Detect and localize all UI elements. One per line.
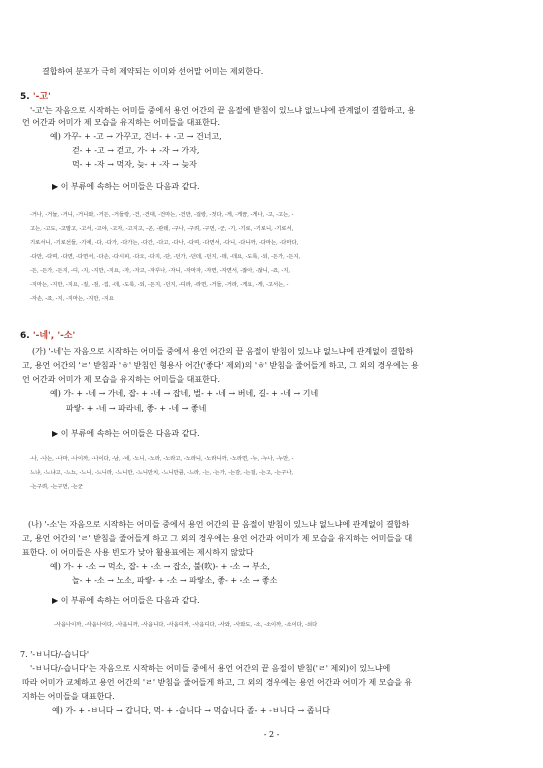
section-6-heading: [20, 331, 75, 342]
section-5-list-title: ▶ 이 부류에 속하는 어미들은 다음과 같다.: [52, 182, 200, 191]
section-5-heading: [20, 92, 51, 103]
section-6-ga-list-line: -는구려, -는구먼, -는군: [30, 484, 84, 490]
section-6-na-list-title: ▶ 이 부류에 속하는 어미들은 다음과 같다.: [52, 596, 200, 605]
section-6-ga-line: 고, 용언 어간의 'ㄹ' 받침과 'ㅎ' 받침인 형용사 어간('좋다' 제외)의 'ㅎ' 받침을 줄어들게 하고, 그 외의 경우에는 용: [22, 361, 419, 370]
page-number: - 2 -: [263, 730, 280, 739]
intro-line: 결합하여 분포가 극히 제약되는 이미와 선어말 어미는 제외한다.: [42, 67, 264, 76]
section-5-list-line: 기로서니, -기로선들, -기에, -다, -다가, -다가는, -다간, -다고, -다나, -다며, -다면서, -다니, -다니까, -다마는, -다마다,: [30, 240, 299, 246]
section-5-example-line: 걷- + -고 → 걷고, 가- + -자 → 가자,: [72, 146, 200, 155]
section-5-example-line: 예) 가꾸- + -고 → 가꾸고, 건너- + -고 → 건너고,: [50, 132, 222, 141]
section-6-number: 6.: [20, 331, 33, 341]
section-6-ga-list-title: ▶ 이 부류에 속하는 어미들은 다음과 같다.: [52, 429, 200, 438]
section-5-list-line: -자손, -죠, -지, -지마는, -지만, -지요: [30, 296, 114, 302]
section-6-na-example: 예) 가- + -소 → 먹소, 잡- + -소 → 잡소, 불(吹)- + -소 → 부소,: [50, 562, 271, 571]
section-5-marker: '-고': [32, 92, 51, 102]
section-6-ga-list-line: 느냐, -느냐고, -느뇨, -느니, -느니라, -느니만, -느니만치, -느니만큼, -느라, -는, -는가, -는감, -는걸, -는고, -는구나,: [30, 470, 294, 476]
section-5-list-line: -지마는, -지만, -지요, -질, -짐, -집, -데, -도록, -되, -든지, -던지, -디라, -라면, -거들, -거라, -게요, -게, -고서는, -: [30, 282, 289, 288]
section-6-na-line: (나) '-소'는 자음으로 시작하는 어미들 중에서 용언 어간의 끝 음절이 받침이 있느냐 없느냐에 관계없이 결합하: [28, 520, 410, 529]
section-6-na-example: 놀- + -소 → 노소, 파랗- + -소 → 파랗소, 좋- + -소 → 좋소: [72, 576, 278, 585]
section-6-ga-line: 언 어간과 어미가 제 모습을 유지하는 어미들을 대표한다.: [22, 375, 221, 384]
section-5-desc-line: 언 어간과 어미가 제 모습을 유지하는 어미들을 대표한다.: [22, 118, 221, 127]
section-6-ga-example: 파랗- + -네 → 파라네, 좋- + -네 → 좋네: [66, 404, 207, 413]
section-5-number: 5.: [20, 92, 33, 102]
section-5-list-line: -든, -든가, -든지, -디, -지, -지만, -지요, -자, -자고, -자꾸나, -자니, -자마자, -자면, -자면서, -잖아, -잖니, -죠, -지,: [30, 268, 291, 274]
section-7-desc-line: 따라 어미가 교체하고 용언 어간의 'ㄹ' 받침을 줄어들게 하고, 그 외의 경우에는 용언 어간과 어미가 제 모습을 유: [22, 678, 413, 687]
section-6-na-line: 고, 용언 어간의 'ㄹ' 받침을 줄어들게 하고 그 외의 경우에는 용언 어간과 어미가 제 모습을 유지하는 어미들을 대: [22, 534, 413, 543]
section-6-ga-list-line: -나, -나는, -나마, -나이까, -나이다, -남, -네, -노니, -노라, -노라고, -노라니, -노라니까, -노라면, -누, -누나, -누만, -: [30, 456, 294, 462]
section-6-ga-line: (가) '-네'는 자음으로 시작하는 어미들 중에서 용언 어간의 끝 음절이 받침이 있느냐 없느냐에 관계없이 결합하: [32, 347, 414, 356]
section-6-ga-example: 예) 가- + -네 → 가네, 잡- + -네 → 잡네, 벌- + -네 → 버네, 길- + -네 → 기네: [50, 389, 319, 398]
section-5-example-line: 먹- + -자 → 먹자, 늦- + -자 → 늦자: [72, 160, 197, 169]
section-7-heading: 7. '-ㅂ니다/-습니다': [20, 650, 90, 659]
section-5-list-line: 고는, -고도, -고말고, -고서, -고야, -고자, -고지고, -곤, -관데, -구나, -구려, -구먼, -군, -기, -기로, -기로니, -기로서,: [30, 226, 294, 232]
section-5-list-line: -다만, -다며, -다면, -다면서, -다손, -다시피, -다오, -다지, -단, -던가, -던데, -던지, -데, -데요, -도록, -되, -든가, -든지,: [30, 254, 301, 260]
section-6-na-line: 표한다. 이 어미들은 사용 빈도가 낮아 활용표에는 제시하지 않았다: [22, 548, 254, 557]
section-6-na-list-line: -사옵나이까, -사옵나이다, -사옵니까, -사옵니다, -사옵디까, -사옵디다, -사와, -사와도, -소, -소이까, -소이다, -쇠다: [54, 622, 318, 628]
section-5-desc-line: '-고'는 자음으로 시작하는 어미들 중에서 용언 어간의 끝 음절에 받침이 있느냐 없느냐에 관계없이 결합하고, 용: [30, 106, 416, 115]
section-6-marker: '-네', '-소': [32, 331, 76, 341]
section-7-desc-line: 지하는 어미들을 대표한다.: [22, 692, 115, 701]
section-5-list-line: -거나, -거늘, -거니, -거니와, -거든, -거들랑, -건, -건대, -건마는, -건만, -걸랑, -것다, -게, -게끔, -게나, -고, -고는, -: [30, 212, 294, 218]
section-7-example: 예) 가- + -ㅂ니다 → 갑니다, 먹- + -습니다 → 먹습니다 졸- + -ㅂ니다 → 좁니다: [52, 706, 330, 715]
section-7-desc-line: '-ㅂ니다/-습니다'는 자음으로 시작하는 어미들 중에서 용언 어간의 끝 음절이 받침('ㄹ' 제외)이 있느냐에: [30, 664, 391, 673]
